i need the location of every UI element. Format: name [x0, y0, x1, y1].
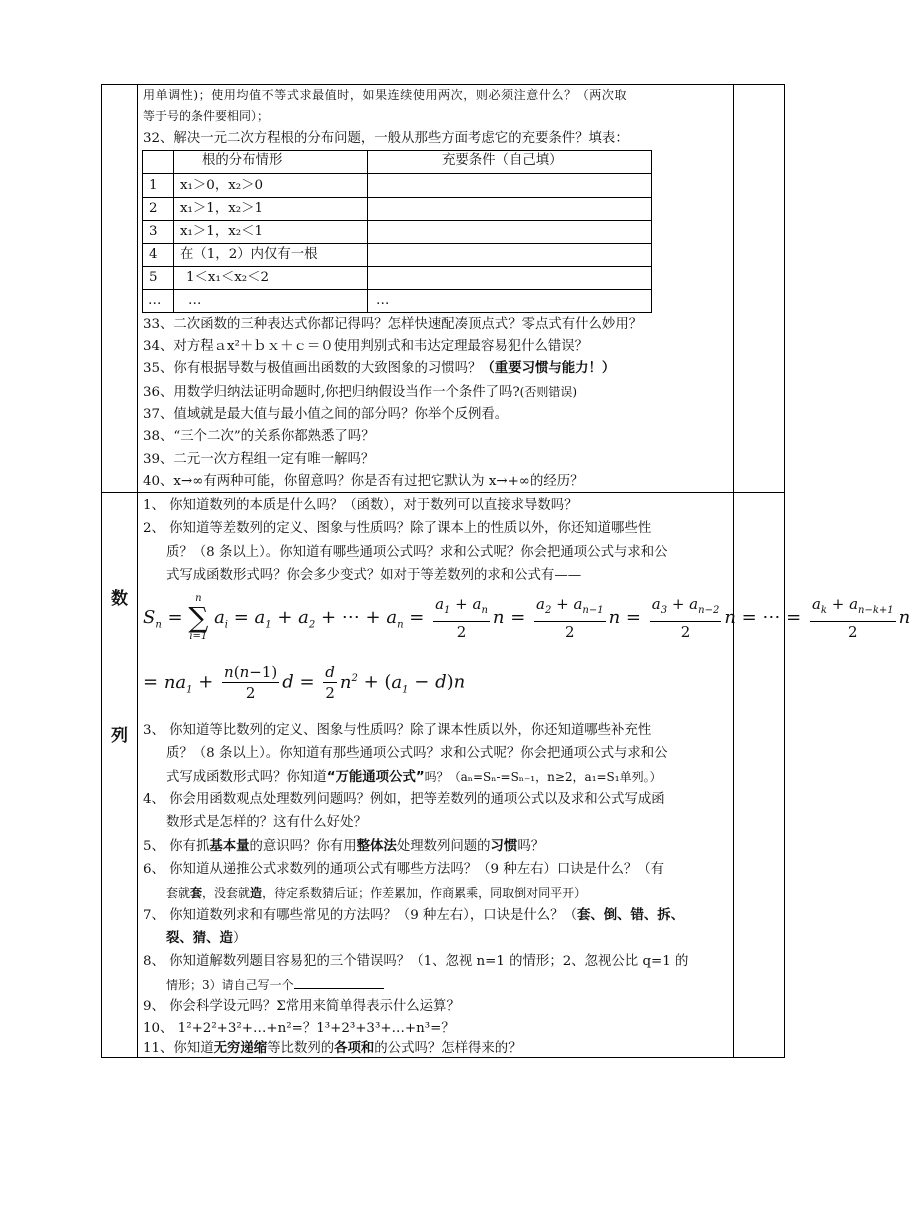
question-6-cont: 套就套，没套就造，待定系数猜后证；作差累加，作商累乘，同取倒对同平开）: [166, 886, 587, 900]
question-7: 7、 你知道数列求和有哪些常见的方法吗？（9 种左右），口诀是什么？（套、倒、错、拆、: [143, 908, 685, 923]
text-line: 33、二次函数的三种表达式你都记得吗？怎样快速配凑顶点式？零点式有什么妙用？: [143, 317, 643, 332]
table-cell-no: 4: [149, 247, 158, 262]
question-9: 9、 你会科学设元吗？Σ常用来简单得表示什么运算？: [143, 999, 460, 1014]
question-8: 8、 你知道解数列题目容易犯的三个错误吗？（1、忽视 n=1 的情形；2、忽视公比 q=1 的: [143, 954, 689, 969]
table-border-col2: [733, 84, 734, 1057]
question-6: 6、 你知道从递推公式求数列的通项公式有哪些方法吗？（9 种左右）口诀是什么？（有: [143, 862, 665, 877]
table-cell-case: 在（1，2）内仅有一根: [180, 247, 318, 262]
question-4-cont: 数形式是怎样的？这有什么好处？: [166, 815, 367, 830]
text-line: 40、x→∞有两种可能，你留意吗？你是否有过把它默认为 x→+∞的经历？: [143, 474, 584, 489]
question-3-cont: 质？（8 条以上）。你知道有那些通项公式吗？求和公式呢？你会把通项公式与求和公: [166, 746, 668, 761]
question-7-cont: 裂、猜、造）: [166, 931, 247, 946]
question-2: 2、 你知道等差数列的定义、图象与性质吗？除了课本上的性质以外，你还知道哪些性: [143, 521, 652, 536]
table-cell-no: …: [148, 293, 162, 308]
table-cell-no: 1: [149, 178, 158, 193]
table-row-divider: [101, 492, 785, 493]
question-11: 11、你知道无穷递缩等比数列的各项和的公式吗？怎样得来的？: [143, 1041, 522, 1056]
table-cell-case: x₁＞0，x₂＞0: [180, 178, 264, 193]
section-label: 列: [111, 726, 128, 746]
question-3-cont: 式写成函数形式吗？你知道“万能通项公式”吗？（aₙ=Sₙ-=Sₙ₋₁，n≥2，a₁=S₁单列。）: [166, 770, 662, 785]
text-line: 35、你有根据导数与极值画出函数的大致图象的习惯吗？（重要习惯与能力！）: [143, 361, 616, 376]
table-border-right: [784, 84, 785, 1057]
question-8-cont: 情形；3）请自己写一个: [166, 976, 384, 994]
answer-blank[interactable]: [294, 976, 384, 989]
table-cell-case: …: [188, 293, 202, 308]
table-cell-no: 5: [149, 270, 158, 285]
table-cell-cond: …: [376, 293, 390, 308]
question-5: 5、 你有抓基本量的意识吗？你有用整体法处理数列问题的习惯吗？: [143, 839, 545, 854]
question-3: 3、 你知道等比数列的定义、图象与性质吗？除了课本性质以外，你还知道哪些补充性: [143, 723, 652, 738]
text-line: 36、用数学归纳法证明命题时,你把归纳假设当作一个条件了吗?(否则错误): [143, 385, 578, 400]
text-line: 38、“三个二次”的关系你都熟悉了吗？: [143, 429, 375, 444]
sum-formula-line-1: $S_n$ = n ∑ i=1 $a_i = a_1 + a_2$ + ⋯ + $a_n$ = $\frac{a_1 + a_n}{2}$ n = $\frac{a_2 + a_{n-1}}{2}$ n = $\frac{a_3 + a_{n-2}}{2}$ n = ⋯ = $\frac{a_k + a_{n-k+1}}{2}$ n: [143, 593, 910, 642]
text-line: 39、二元一次方程组一定有唯一解吗？: [143, 452, 375, 467]
sum-formula-line-2: = $na_1$ + $\frac{n(n-1)}{2}$ d = $\frac{d}{2}$ $n^2 + (a_1 - d)n$: [143, 663, 466, 702]
text-line: 34、对方程ａx²＋ｂｘ＋ｃ＝０使用判别式和韦达定理最容易犯什么错误？: [143, 339, 589, 354]
text-line: 用单调性)；使用均值不等式求最值时，如果连续使用两次，则必须注意什么？（两次取: [143, 88, 628, 102]
text-line: 32、解决一元二次方程根的分布问题，一般从那些方面考虑它的充要条件？填表：: [143, 131, 629, 146]
table-header: 根的分布情形: [202, 153, 283, 168]
question-2-cont: 式写成函数形式吗？你会多少变式？如对于等差数列的求和公式有——: [166, 568, 582, 583]
text-line: 等于号的条件要相同）；: [143, 109, 270, 123]
text-line: 37、值域就是最大值与最小值之间的部分吗？你举个反例看。: [143, 407, 509, 422]
question-2-cont: 质？（8 条以上）。你知道有哪些通项公式吗？求和公式呢？你会把通项公式与求和公: [166, 545, 668, 560]
question-1: 1、 你知道数列的本质是什么吗？（函数），对于数列可以直接求导数吗？: [143, 498, 578, 513]
table-header: 充要条件（自己填）: [442, 153, 563, 168]
table-cell-case: x₁＞1，x₂＞1: [180, 201, 264, 216]
table-cell-case: x₁＞1，x₂＜1: [180, 224, 264, 239]
table-border-top: [101, 84, 785, 85]
question-10: 10、 1²+2²+3²+…+n²=？1³+2³+3³+…+n³=？: [143, 1021, 455, 1036]
table-cell-no: 3: [149, 224, 158, 239]
table-border-left: [101, 84, 102, 1057]
table-cell-no: 2: [149, 201, 158, 216]
table-cell-case: 1＜x₁＜x₂＜2: [186, 270, 270, 285]
table-border-col1: [137, 84, 138, 1057]
question-4: 4、 你会用函数观点处理数列问题吗？例如，把等差数列的通项公式以及求和公式写成函: [143, 792, 665, 807]
section-label: 数: [111, 589, 128, 609]
